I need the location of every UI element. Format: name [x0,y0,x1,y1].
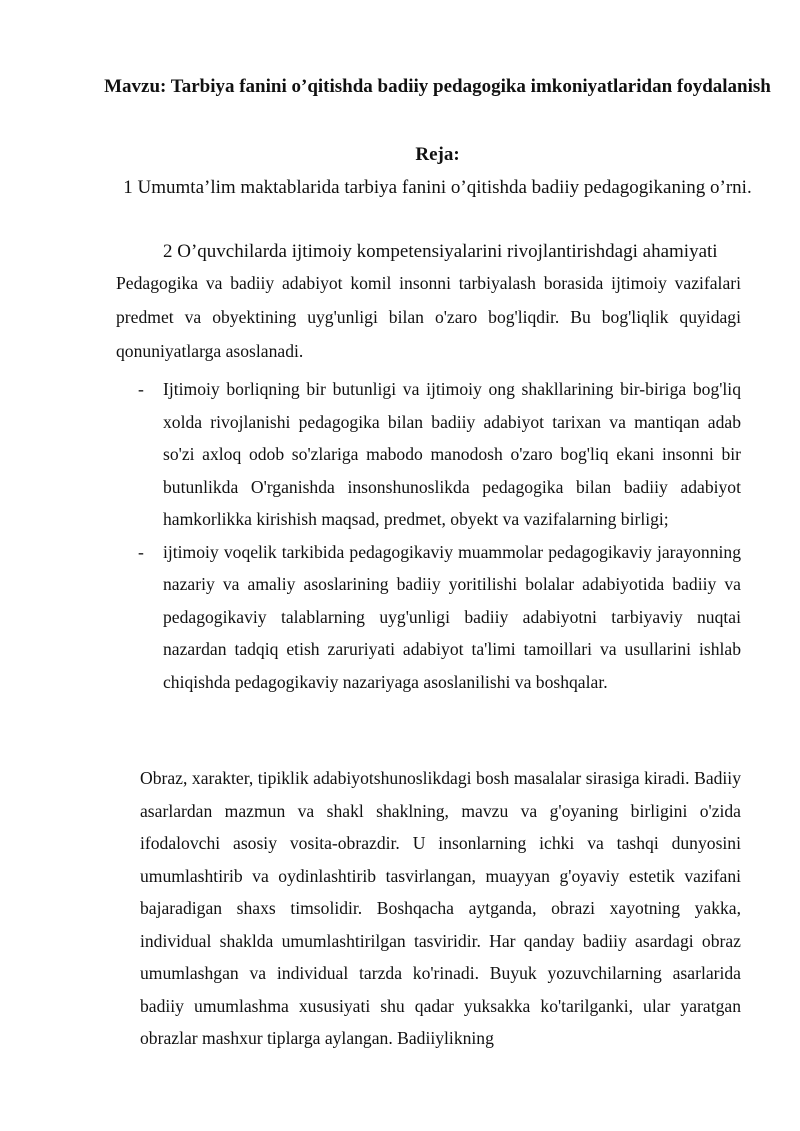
bullet-marker: - [138,379,144,399]
bullet-marker: - [138,541,144,562]
plan-item-2: 2 O’quvchilarda ijtimoiy kompetensiyalarini rivojlantirishdagi ahamiyati [163,241,718,262]
bullet-list [116,373,741,698]
bullet-item [116,536,741,699]
body-paragraph: Obraz, xarakter, tipiklik adabiyotshunoslikdagi bosh masalalar sirasiga kiradi. Badiiy asarlardan mazmun va shakl shaklning, mavzu va g'oyaning birligini o'zida ifodalovchi asosiy vosita-obrazdir. U insonlarning ichki va tashqi dunyosini umumlashtirib va oydinlashtirib tasvirlangan, muayyan g'oyaviy estetik vazifani bajaradigan shaxs timsolidir. Boshqacha aytganda, obrazi xayotning yakka, individual shaklda umumlashtirilgan tasviridir. Har qanday badiiy asardagi obraz umumlashgan va individual tarzda ko'rinadi. Buyuk yozuvchilarning asarlarida badiiy umumlashma xususiyati shu qadar yuksakka ko'tarilganki, ular yaratgan obrazlar mashxur tiplarga aylangan. Badiiylikning [140,768,741,1048]
bullet-item [116,373,741,536]
bullet-text: Ijtimoiy borliqning bir butunligi va ijtimoiy ong shakllarining bir-biriga bog'liq xolda rivojlanishi pedagogika bilan badiiy adabiyot tarixan va mantiqan adab so'zi axloq odob so'zlariga mabodo manodosh o'zaro bog'liq ekani insonni bir butunlikda O'rganishda insonshunoslikda pedagogika bilan badiiy adabiyot hamkorlikka kirishish maqsad, predmet, obyekt va vazifalarning birligi; [163,379,741,529]
plan-heading: Reja: [415,144,460,165]
document-title: Mavzu: Tarbiya fanini o’qitishda badiiy pedagogika imkoniyatlaridan foydalanish [104,76,771,97]
bullet-text: ijtimoiy voqelik tarkibida pedagogikaviy muammolar pedagogikaviy jarayonning nazariy va amaliy asoslarining badiiy yoritilishi bolalar adabiyotida badiiy va pedagogikaviy talablarning uyg'unligi badiiy adabiyotni tarbiyaviy nuqtai nazardan tadqiq etish zaruriyati adabiyot ta'limi tamoillari va usullarini ishlab chiqishda pedagogikaviy nazariyaga asoslanilishi va boshqalar. [163,541,741,692]
intro-paragraph: Pedagogika va badiiy adabiyot komil insonni tarbiyalash borasida ijtimoiy vazifalari predmet va obyektining uyg'unligi bilan o'zaro bog'liqdir. Bu bog'liqlik quyidagi qonuniyatlarga asoslanadi. [116,273,741,361]
plan-item-1: 1 Umumta’lim maktablarida tarbiya fanini o’qitishda badiiy pedagogikaning o’rni. [123,177,752,198]
